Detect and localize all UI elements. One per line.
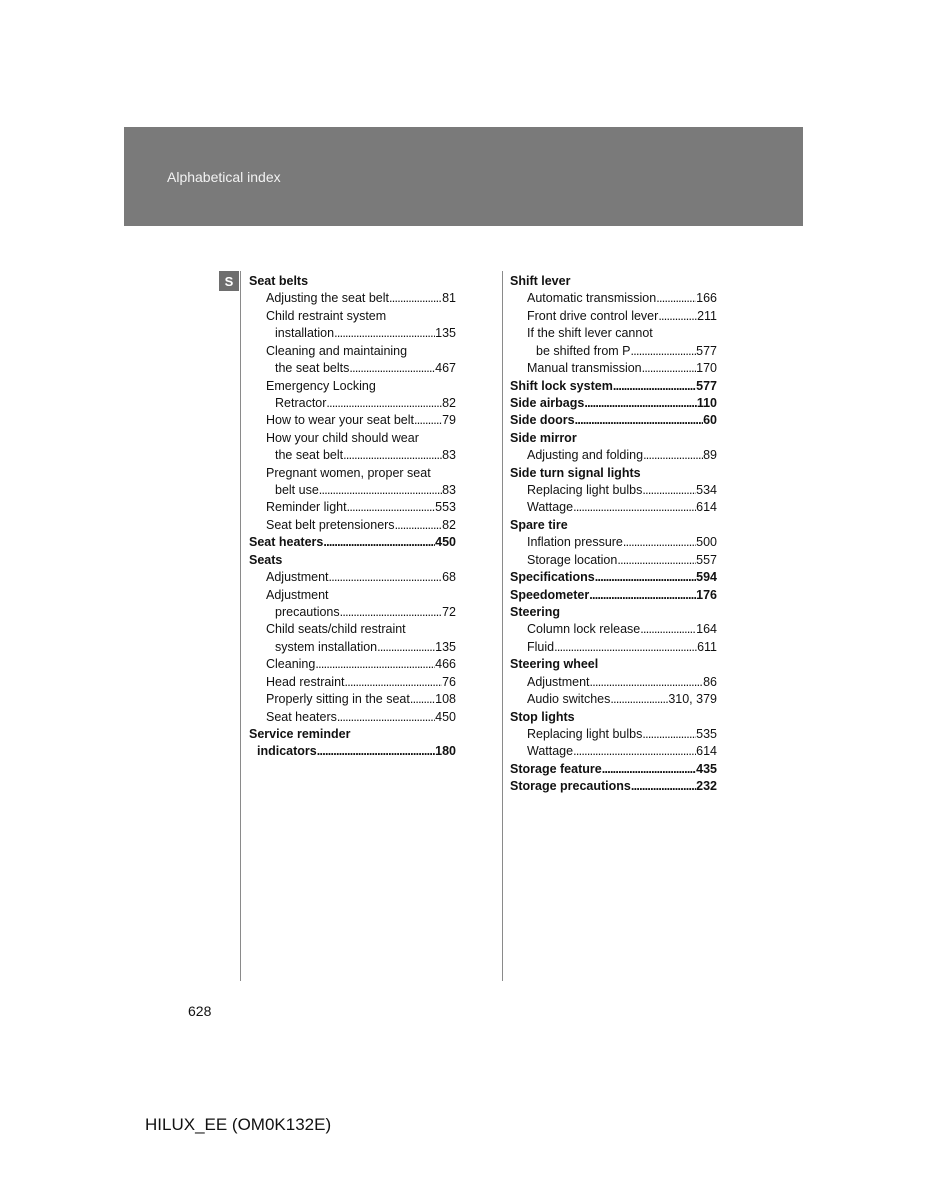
index-entry (510, 621, 717, 638)
index-entry-page: 135 (435, 639, 456, 654)
dot-leader (658, 308, 697, 325)
index-entry (249, 412, 456, 429)
index-entry (510, 656, 717, 673)
index-entry-page: 594 (696, 570, 717, 585)
index-entry-page: 60 (703, 413, 717, 428)
index-entry (249, 360, 456, 377)
dot-leader (377, 639, 435, 656)
index-entry-label: Adjusting the seat belt (266, 291, 389, 306)
index-entry-label: Specifications (510, 570, 595, 585)
index-entry-label: Storage location (527, 552, 618, 567)
index-entry (249, 290, 456, 307)
index-entry-page: 89 (703, 448, 717, 463)
index-entry-page: 68 (442, 570, 456, 585)
index-entry-page: 577 (696, 378, 717, 393)
index-entry-page: 467 (435, 361, 456, 376)
index-entry-label: Wattage (527, 744, 574, 759)
index-entry-page: 135 (435, 326, 456, 341)
index-entry (249, 726, 456, 743)
index-entry-page: 108 (435, 692, 456, 707)
index-entry-label: belt use (275, 483, 319, 498)
index-entry (510, 743, 717, 760)
index-entry (510, 499, 717, 516)
index-entry-page: 180 (435, 744, 456, 759)
index-entry (249, 395, 456, 412)
index-entry (249, 674, 456, 691)
index-entry (510, 308, 717, 325)
index-entry-page: 535 (696, 726, 717, 741)
dot-leader (340, 604, 442, 621)
dot-leader (326, 395, 442, 412)
index-entry-label: Storage precautions (510, 779, 631, 794)
dot-leader (642, 360, 697, 377)
dot-leader (656, 290, 696, 307)
index-entry (510, 378, 717, 395)
index-entry-page: 466 (435, 657, 456, 672)
index-entry-label: Seat belts (249, 273, 309, 288)
index-entry-label: the seat belts (275, 361, 350, 376)
index-entry-page: 450 (435, 535, 456, 550)
index-entry-page: 310, 379 (668, 692, 717, 707)
index-entry-label: installation (275, 326, 335, 341)
index-entry (249, 587, 456, 604)
dot-leader (349, 360, 435, 377)
index-entry-label: Wattage (527, 500, 574, 515)
index-entry (510, 639, 717, 656)
index-entry-page: 164 (696, 622, 717, 637)
index-entry-label: Seat heaters (266, 709, 337, 724)
index-entry (510, 273, 717, 290)
dot-leader (329, 569, 443, 586)
index-entry-page: 577 (696, 343, 717, 358)
dot-leader (410, 691, 435, 708)
dot-leader (602, 761, 696, 778)
index-entry-label: Child seats/child restraint (266, 622, 406, 637)
index-entry (510, 691, 717, 708)
dot-leader (315, 656, 435, 673)
dot-leader (573, 743, 696, 760)
index-entry-label: Audio switches (527, 692, 611, 707)
index-entry-label: Stop lights (510, 709, 575, 724)
index-entry (249, 499, 456, 516)
index-entry (249, 447, 456, 464)
dot-leader (643, 447, 703, 464)
index-entry (249, 604, 456, 621)
index-entry-label: Pregnant women, proper seat (266, 465, 431, 480)
index-entry-label: Adjustment (266, 587, 329, 602)
index-entry-page: 76 (442, 674, 456, 689)
dot-leader (389, 290, 442, 307)
index-entry (510, 604, 717, 621)
index-entry-label: Retractor (275, 395, 327, 410)
index-entry (249, 325, 456, 342)
index-entry-label: Side airbags (510, 395, 585, 410)
index-entry-label: Steering (510, 605, 561, 619)
index-entry (510, 482, 717, 499)
index-entry-label: Side doors (510, 413, 575, 428)
dot-leader (642, 726, 696, 743)
index-entry-page: 83 (442, 483, 456, 498)
dot-leader (631, 778, 696, 795)
index-entry (510, 709, 717, 726)
dot-leader (323, 534, 435, 551)
index-entry-page: 79 (442, 413, 456, 428)
index-entry-label: precautions (275, 605, 340, 619)
index-entry-label: Head restraint (266, 674, 345, 689)
index-entry-label: How to wear your seat belt (266, 413, 414, 428)
index-entry-label: Side mirror (510, 430, 577, 445)
index-entry-label: Speedometer (510, 587, 590, 602)
index-entry (510, 360, 717, 377)
dot-leader (642, 482, 696, 499)
index-entry (510, 726, 717, 743)
index-column-right (510, 273, 717, 796)
dot-leader (414, 412, 442, 429)
index-entry-label: system installation (275, 639, 378, 654)
index-entry (510, 430, 717, 447)
dot-leader (317, 743, 435, 760)
dot-leader (590, 674, 704, 691)
index-entry (510, 447, 717, 464)
index-entry (249, 430, 456, 447)
index-entry-label: Cleaning (266, 657, 316, 672)
index-entry (510, 569, 717, 586)
dot-leader (589, 587, 696, 604)
index-entry-page: 110 (696, 395, 717, 410)
dot-leader (334, 325, 435, 342)
index-letter-tab: S (219, 271, 239, 291)
column-divider-right (502, 271, 503, 981)
index-entry-label: Seat belt pretensioners (266, 517, 395, 532)
index-entry (249, 308, 456, 325)
index-entry (510, 343, 717, 360)
index-entry (249, 465, 456, 482)
index-entry (510, 761, 717, 778)
index-entry-label: be shifted from P (536, 343, 631, 358)
column-divider-left (240, 271, 241, 981)
dot-leader (575, 412, 704, 429)
index-entry-label: Reminder light (266, 500, 347, 515)
page-number: 628 (188, 1003, 212, 1019)
index-entry-label: Front drive control lever (527, 308, 659, 323)
index-entry-label: Properly sitting in the seat (266, 692, 410, 707)
index-entry (510, 674, 717, 691)
index-entry-page: 82 (442, 517, 456, 532)
index-entry-page: 435 (696, 761, 717, 776)
dot-leader (610, 691, 668, 708)
index-entry-label: Shift lever (510, 273, 571, 288)
index-entry-label: Shift lock system (510, 378, 613, 393)
index-entry-label: Fluid (527, 639, 555, 654)
index-entry-page: 211 (697, 308, 717, 323)
index-entry (510, 465, 717, 482)
index-entry-page: 82 (442, 395, 456, 410)
index-entry-label: Adjustment (527, 674, 590, 689)
index-entry-label: How your child should wear (266, 430, 419, 445)
index-entry-page: 83 (442, 448, 456, 463)
index-entry (249, 621, 456, 638)
index-entry-page: 166 (696, 291, 717, 306)
index-entry (510, 290, 717, 307)
dot-leader (573, 499, 696, 516)
dot-leader (640, 621, 696, 638)
index-entry-page: 450 (435, 709, 456, 724)
index-entry-page: 557 (696, 552, 717, 567)
dot-leader (623, 534, 696, 551)
index-entry (249, 656, 456, 673)
index-entry-page: 170 (696, 361, 717, 376)
index-entry-label: Storage feature (510, 761, 602, 776)
index-entry (510, 778, 717, 795)
index-entry (249, 517, 456, 534)
index-entry-page: 72 (442, 605, 456, 619)
dot-leader (613, 378, 696, 395)
index-entry (510, 325, 717, 342)
index-entry-label: Spare tire (510, 517, 568, 532)
index-entry-page: 81 (442, 291, 456, 306)
index-column-left (249, 273, 456, 761)
index-entry (510, 587, 717, 604)
index-entry-label: Automatic transmission (527, 291, 657, 306)
index-entry (249, 552, 456, 569)
index-entry-label: Adjustment (266, 570, 329, 585)
index-entry (510, 534, 717, 551)
index-entry-label: Steering wheel (510, 657, 599, 672)
section-header-bar (124, 127, 803, 226)
dot-leader (584, 395, 696, 412)
index-entry (249, 273, 456, 290)
index-entry-label: Column lock release (527, 622, 641, 637)
index-entry-label: Replacing light bulbs (527, 726, 643, 741)
index-entry (249, 343, 456, 360)
index-entry-page: 553 (435, 500, 456, 515)
index-entry-page: 176 (696, 587, 717, 602)
dot-leader (337, 709, 435, 726)
index-entry (249, 639, 456, 656)
index-entry-page: 614 (696, 744, 717, 759)
index-entry-label: Adjusting and folding (527, 448, 644, 463)
document-footer: HILUX_EE (OM0K132E) (145, 1115, 332, 1134)
index-entry-label: Service reminder (249, 726, 351, 741)
section-title: Alphabetical index (167, 169, 281, 185)
index-entry-label: Side turn signal lights (510, 465, 641, 480)
index-entry (249, 691, 456, 708)
index-entry (510, 517, 717, 534)
index-entry-page: 614 (696, 500, 717, 515)
index-entry (249, 534, 456, 551)
index-entry-label: Seats (249, 552, 283, 567)
index-entry (249, 569, 456, 586)
index-entry-label: Cleaning and maintaining (266, 343, 408, 358)
index-entry-label: Manual transmission (527, 361, 642, 376)
index-entry-label: Seat heaters (249, 535, 324, 550)
dot-leader (631, 343, 697, 360)
index-entry (510, 395, 717, 412)
index-entry-label: If the shift lever cannot (527, 326, 653, 341)
dot-leader (617, 552, 696, 569)
index-entry-label: the seat belt (275, 448, 344, 463)
dot-leader (345, 674, 443, 691)
index-entry-page: 534 (696, 483, 717, 498)
index-entry-label: Replacing light bulbs (527, 483, 643, 498)
dot-leader (319, 482, 442, 499)
dot-leader (395, 517, 443, 534)
index-entry-page: 86 (703, 674, 717, 689)
index-entry (510, 552, 717, 569)
index-entry-page: 500 (696, 535, 717, 550)
index-entry (510, 412, 717, 429)
index-entry-label: Child restraint system (266, 308, 387, 323)
index-entry-label: Emergency Locking (266, 378, 376, 393)
dot-leader (554, 639, 697, 656)
index-entry (249, 743, 456, 760)
index-entry-page: 611 (697, 639, 717, 654)
index-entry (249, 709, 456, 726)
index-entry (249, 378, 456, 395)
dot-leader (343, 447, 442, 464)
index-entry-label: indicators (257, 744, 317, 759)
dot-leader (595, 569, 696, 586)
index-entry-page: 232 (696, 779, 717, 794)
index-entry-label: Inflation pressure (527, 535, 623, 550)
dot-leader (347, 499, 436, 516)
index-entry (249, 482, 456, 499)
